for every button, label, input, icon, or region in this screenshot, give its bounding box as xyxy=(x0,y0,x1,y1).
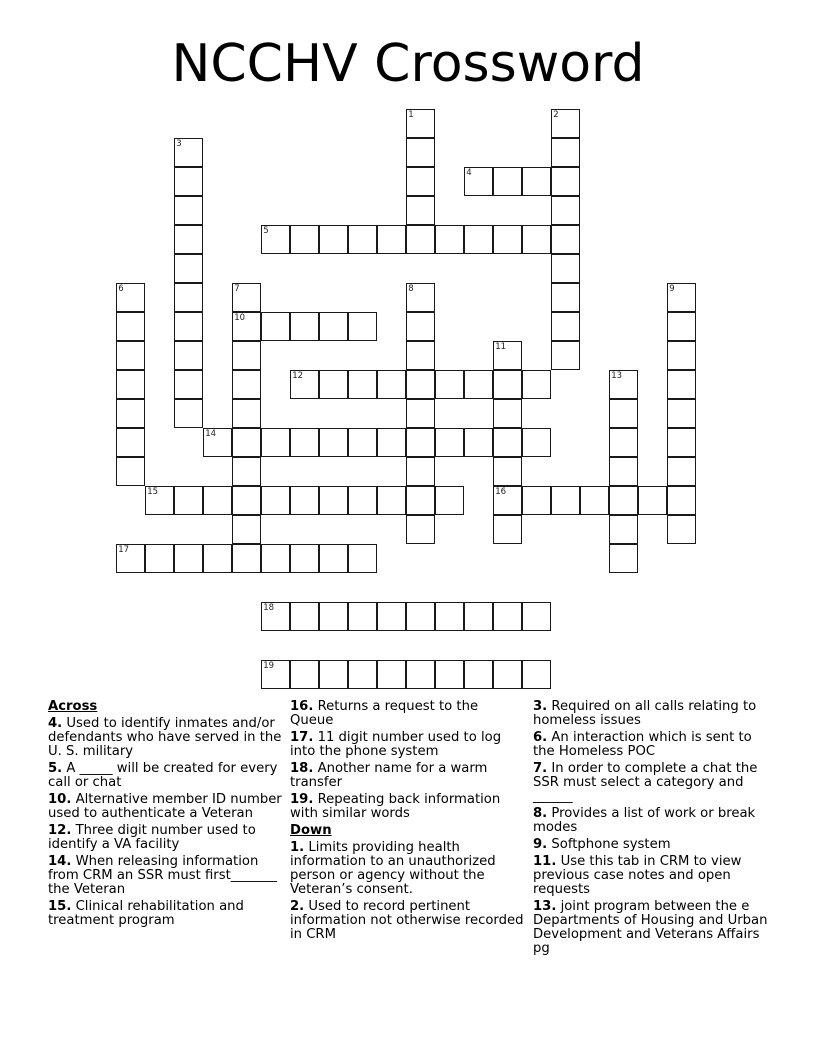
grid-cell[interactable] xyxy=(435,370,464,399)
grid-cell[interactable] xyxy=(609,486,638,515)
grid-cell[interactable] xyxy=(261,312,290,341)
grid-cell[interactable] xyxy=(464,370,493,399)
grid-cell[interactable] xyxy=(551,283,580,312)
grid-cell[interactable] xyxy=(319,486,348,515)
grid-cell[interactable] xyxy=(319,544,348,573)
page-title: NCCHV Crossword xyxy=(171,34,645,94)
grid-cell[interactable] xyxy=(232,283,261,312)
grid-cell[interactable] xyxy=(319,225,348,254)
grid-cell[interactable] xyxy=(493,457,522,486)
grid-cell[interactable] xyxy=(667,341,696,370)
grid-cell[interactable] xyxy=(174,486,203,515)
grid-cell[interactable] xyxy=(522,602,551,631)
grid-cell[interactable] xyxy=(551,225,580,254)
grid-cell[interactable] xyxy=(435,486,464,515)
cell-number: 7 xyxy=(234,284,240,295)
clue-number: 15. xyxy=(48,899,72,914)
grid-cell[interactable] xyxy=(493,225,522,254)
grid-cell[interactable] xyxy=(609,457,638,486)
grid-cell[interactable] xyxy=(261,225,290,254)
clue-number: 5. xyxy=(48,761,63,776)
cell-number: 18 xyxy=(263,603,275,614)
grid-cell[interactable] xyxy=(609,515,638,544)
grid-cell[interactable] xyxy=(667,428,696,457)
clue-number: 17. xyxy=(290,730,314,745)
clue-text: A _____ will be created for every call or chat xyxy=(48,761,278,790)
grid-cell[interactable] xyxy=(377,225,406,254)
grid-cell[interactable] xyxy=(377,602,406,631)
grid-cell[interactable] xyxy=(493,602,522,631)
cell-number: 2 xyxy=(553,110,559,121)
clue-across-16 xyxy=(290,700,525,728)
grid-cell[interactable] xyxy=(174,283,203,312)
grid-cell[interactable] xyxy=(174,544,203,573)
grid-cell[interactable] xyxy=(493,341,522,370)
grid-cell[interactable] xyxy=(464,660,493,689)
grid-cell[interactable] xyxy=(232,428,261,457)
cell-number: 19 xyxy=(263,661,275,672)
clue-down-8 xyxy=(533,807,768,835)
grid-cell[interactable] xyxy=(609,544,638,573)
grid-cell[interactable] xyxy=(464,602,493,631)
grid-cell[interactable] xyxy=(377,486,406,515)
cell-number: 17 xyxy=(118,545,130,556)
grid-cell[interactable] xyxy=(406,196,435,225)
grid-cell[interactable] xyxy=(493,399,522,428)
grid-cell[interactable] xyxy=(116,341,145,370)
clue-down-1 xyxy=(290,841,525,897)
clue-text: Required on all calls relating to homeless issues xyxy=(533,699,757,728)
grid-cell[interactable] xyxy=(493,428,522,457)
grid-cell[interactable] xyxy=(522,660,551,689)
grid-cell[interactable] xyxy=(174,370,203,399)
grid-cell[interactable] xyxy=(522,167,551,196)
clue-number: 10. xyxy=(48,792,72,807)
grid-cell[interactable] xyxy=(493,486,522,515)
grid-cell[interactable] xyxy=(232,399,261,428)
cell-number: 16 xyxy=(495,487,507,498)
grid-cell[interactable] xyxy=(290,428,319,457)
grid-cell[interactable] xyxy=(522,428,551,457)
grid-cell[interactable] xyxy=(174,399,203,428)
grid-cell[interactable] xyxy=(522,225,551,254)
clues-column-3 xyxy=(533,700,768,959)
grid-cell[interactable] xyxy=(348,544,377,573)
grid-cell[interactable] xyxy=(406,167,435,196)
grid-cell[interactable] xyxy=(435,225,464,254)
grid-cell[interactable] xyxy=(406,283,435,312)
grid-cell[interactable] xyxy=(145,486,174,515)
grid-cell[interactable] xyxy=(232,486,261,515)
grid-cell[interactable] xyxy=(406,660,435,689)
clue-text: Alternative member ID number used to authenticate a Veteran xyxy=(48,792,282,821)
grid-cell[interactable] xyxy=(290,370,319,399)
grid-cell[interactable] xyxy=(406,312,435,341)
grid-cell[interactable] xyxy=(116,399,145,428)
grid-cell[interactable] xyxy=(667,283,696,312)
grid-cell[interactable] xyxy=(145,544,174,573)
clue-number: 12. xyxy=(48,823,72,838)
grid-cell[interactable] xyxy=(290,312,319,341)
clue-number: 13. xyxy=(533,899,557,914)
clue-text: Repeating back information with similar words xyxy=(290,792,501,821)
grid-cell[interactable] xyxy=(667,515,696,544)
clue-down-9 xyxy=(533,838,768,852)
grid-cell[interactable] xyxy=(232,515,261,544)
clue-text: 11 digit number used to log into the phone system xyxy=(290,730,502,759)
clues-column-2 xyxy=(290,700,525,945)
grid-cell[interactable] xyxy=(203,486,232,515)
grid-cell[interactable] xyxy=(406,428,435,457)
grid-cell[interactable] xyxy=(406,515,435,544)
grid-cell[interactable] xyxy=(319,312,348,341)
grid-cell[interactable] xyxy=(232,457,261,486)
grid-cell[interactable] xyxy=(493,515,522,544)
grid-cell[interactable] xyxy=(667,486,696,515)
clue-text: Used to identify inmates and/or defendants who have served in the U. S. military xyxy=(48,716,282,759)
cell-number: 6 xyxy=(118,284,124,295)
grid-cell[interactable] xyxy=(174,341,203,370)
clue-text: An interaction which is sent to the Homeless POC xyxy=(533,730,752,759)
clue-text: Use this tab in CRM to view previous case notes and open requests xyxy=(533,854,742,897)
clue-text: When releasing information from CRM an SSR must first_______ the Veteran xyxy=(48,854,277,897)
grid-cell[interactable] xyxy=(638,486,667,515)
clue-down-6 xyxy=(533,731,768,759)
clue-down-13 xyxy=(533,900,768,956)
clue-text: Three digit number used to identify a VA facility xyxy=(48,823,256,852)
cell-number: 13 xyxy=(611,371,623,382)
clue-text: Limits providing health information to an unauthorized person or agency without the Veteran’s consent. xyxy=(290,840,496,897)
cell-number: 12 xyxy=(292,371,304,382)
grid-cell[interactable] xyxy=(116,428,145,457)
grid-cell[interactable] xyxy=(551,138,580,167)
clue-number: 18. xyxy=(290,761,314,776)
grid-cell[interactable] xyxy=(551,312,580,341)
clue-number: 4. xyxy=(48,716,63,731)
grid-cell[interactable] xyxy=(290,660,319,689)
cell-number: 3 xyxy=(176,139,182,150)
grid-cell[interactable] xyxy=(232,312,261,341)
grid-cell[interactable] xyxy=(348,486,377,515)
grid-cell[interactable] xyxy=(116,457,145,486)
grid-cell[interactable] xyxy=(174,167,203,196)
grid-cell[interactable] xyxy=(203,544,232,573)
clue-text: In order to complete a chat the SSR must select a category and ______ xyxy=(533,761,758,804)
down-heading: Down xyxy=(290,823,332,838)
clue-down-3 xyxy=(533,700,768,728)
grid-cell[interactable] xyxy=(435,602,464,631)
grid-cell[interactable] xyxy=(116,544,145,573)
clue-text: Softphone system xyxy=(551,837,671,852)
grid-cell[interactable] xyxy=(261,544,290,573)
cell-number: 5 xyxy=(263,226,269,237)
grid-cell[interactable] xyxy=(261,602,290,631)
clue-down-7 xyxy=(533,762,768,804)
grid-cell[interactable] xyxy=(464,167,493,196)
grid-cell[interactable] xyxy=(493,167,522,196)
cell-number: 4 xyxy=(466,168,472,179)
grid-cell[interactable] xyxy=(667,457,696,486)
grid-cell[interactable] xyxy=(406,399,435,428)
grid-cell[interactable] xyxy=(290,225,319,254)
grid-cell[interactable] xyxy=(609,370,638,399)
clue-text: Provides a list of work or break modes xyxy=(533,806,756,835)
grid-cell[interactable] xyxy=(406,602,435,631)
grid-cell[interactable] xyxy=(348,428,377,457)
clue-number: 3. xyxy=(533,699,548,714)
clue-number: 14. xyxy=(48,854,72,869)
clues-column-1 xyxy=(48,700,283,931)
clue-down-11 xyxy=(533,855,768,897)
clue-across-4 xyxy=(48,717,283,759)
grid-cell[interactable] xyxy=(609,428,638,457)
cell-number: 1 xyxy=(408,110,414,121)
grid-cell[interactable] xyxy=(261,428,290,457)
grid-cell[interactable] xyxy=(174,254,203,283)
grid-cell[interactable] xyxy=(406,486,435,515)
grid-cell[interactable] xyxy=(290,544,319,573)
grid-cell[interactable] xyxy=(319,660,348,689)
clue-across-15 xyxy=(48,900,283,928)
grid-cell[interactable] xyxy=(464,428,493,457)
grid-cell[interactable] xyxy=(116,312,145,341)
cell-number: 8 xyxy=(408,284,414,295)
grid-cell[interactable] xyxy=(232,370,261,399)
clue-text: Another name for a warm transfer xyxy=(290,761,488,790)
grid-cell[interactable] xyxy=(174,225,203,254)
grid-cell[interactable] xyxy=(551,167,580,196)
clue-across-14 xyxy=(48,855,283,897)
grid-cell[interactable] xyxy=(232,544,261,573)
grid-cell[interactable] xyxy=(348,370,377,399)
clue-text: joint program between the e Departments of Housing and Urban Development and Veterans Affairs pg xyxy=(533,899,768,956)
grid-cell[interactable] xyxy=(261,486,290,515)
clue-down-2 xyxy=(290,900,525,942)
clue-across-5 xyxy=(48,762,283,790)
grid-cell[interactable] xyxy=(319,602,348,631)
clue-number: 8. xyxy=(533,806,548,821)
grid-cell[interactable] xyxy=(522,370,551,399)
grid-cell[interactable] xyxy=(377,660,406,689)
cell-number: 15 xyxy=(147,487,159,498)
clue-text: Clinical rehabilitation and treatment program xyxy=(48,899,244,928)
clue-number: 7. xyxy=(533,761,548,776)
clue-across-18 xyxy=(290,762,525,790)
clue-text: Returns a request to the Queue xyxy=(290,699,479,728)
grid-cell[interactable] xyxy=(551,341,580,370)
grid-cell[interactable] xyxy=(116,370,145,399)
clue-across-19 xyxy=(290,793,525,821)
clue-across-10 xyxy=(48,793,283,821)
clue-across-17 xyxy=(290,731,525,759)
clue-number: 2. xyxy=(290,899,305,914)
clue-number: 16. xyxy=(290,699,314,714)
grid-cell[interactable] xyxy=(319,428,348,457)
grid-cell[interactable] xyxy=(406,109,435,138)
grid-cell[interactable] xyxy=(203,428,232,457)
clue-number: 11. xyxy=(533,854,557,869)
cell-number: 10 xyxy=(234,313,246,324)
grid-cell[interactable] xyxy=(406,225,435,254)
grid-cell[interactable] xyxy=(667,312,696,341)
grid-cell[interactable] xyxy=(116,283,145,312)
grid-cell[interactable] xyxy=(493,370,522,399)
grid-cell[interactable] xyxy=(522,486,551,515)
grid-cell[interactable] xyxy=(406,370,435,399)
grid-cell[interactable] xyxy=(348,312,377,341)
grid-cell[interactable] xyxy=(551,196,580,225)
grid-cell[interactable] xyxy=(667,399,696,428)
grid-cell[interactable] xyxy=(377,370,406,399)
clue-number: 6. xyxy=(533,730,548,745)
grid-cell[interactable] xyxy=(435,428,464,457)
grid-cell[interactable] xyxy=(290,602,319,631)
clue-number: 1. xyxy=(290,840,305,855)
grid-cell[interactable] xyxy=(174,196,203,225)
grid-cell[interactable] xyxy=(348,602,377,631)
clue-across-12 xyxy=(48,824,283,852)
grid-cell[interactable] xyxy=(464,225,493,254)
grid-cell[interactable] xyxy=(493,660,522,689)
grid-cell[interactable] xyxy=(580,486,609,515)
grid-cell[interactable] xyxy=(348,225,377,254)
grid-cell[interactable] xyxy=(377,428,406,457)
grid-cell[interactable] xyxy=(406,138,435,167)
cell-number: 9 xyxy=(669,284,675,295)
clue-text: Used to record pertinent information not otherwise recorded in CRM xyxy=(290,899,524,942)
grid-cell[interactable] xyxy=(174,312,203,341)
grid-cell[interactable] xyxy=(609,399,638,428)
grid-cell[interactable] xyxy=(406,341,435,370)
cell-number: 14 xyxy=(205,429,217,440)
cell-number: 11 xyxy=(495,342,507,353)
grid-cell[interactable] xyxy=(435,660,464,689)
grid-cell[interactable] xyxy=(261,660,290,689)
grid-cell[interactable] xyxy=(406,457,435,486)
grid-cell[interactable] xyxy=(551,109,580,138)
grid-cell[interactable] xyxy=(667,370,696,399)
grid-cell[interactable] xyxy=(232,341,261,370)
grid-cell[interactable] xyxy=(348,660,377,689)
grid-cell[interactable] xyxy=(551,486,580,515)
grid-cell[interactable] xyxy=(319,370,348,399)
clue-number: 9. xyxy=(533,837,548,852)
grid-cell[interactable] xyxy=(174,138,203,167)
across-heading: Across xyxy=(48,699,98,714)
grid-cell[interactable] xyxy=(551,254,580,283)
grid-cell[interactable] xyxy=(290,486,319,515)
clue-number: 19. xyxy=(290,792,314,807)
